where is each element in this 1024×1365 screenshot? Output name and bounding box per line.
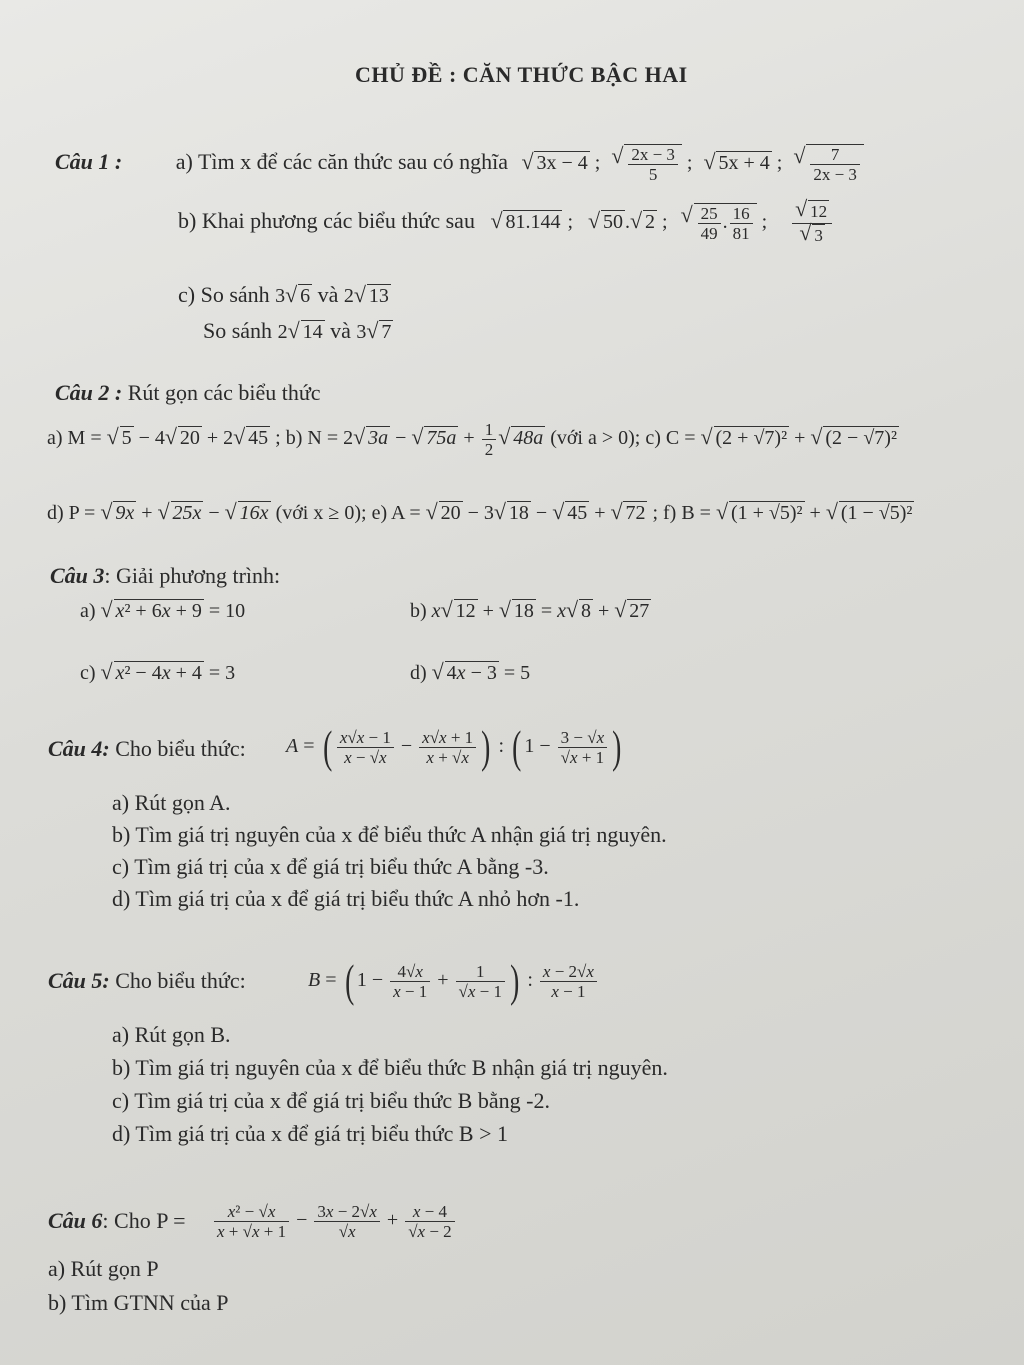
question-4-expression: A = ( $\frac{x√x - 1}{x - √x}$ − $\frac{x√x + 1}{x + √x}$ ) : ( 1 − $\frac{3 - √x}{√x + 1}$ )	[286, 721, 622, 773]
page-title: CHỦ ĐỀ : CĂN THỨC BẬC HAI	[355, 62, 688, 87]
question-1-c2-text: So sánh	[203, 318, 273, 343]
question-5-b: b) Tìm giá trị nguyên của x để biểu thức B nhận giá trị nguyên.	[112, 1055, 668, 1080]
question-3-b: b) x√ 12 + √ 18 = x√ 8 + √ 27	[410, 598, 651, 624]
question-5-c: c) Tìm giá trị của x để giá trị biểu thức B bằng -2.	[112, 1088, 550, 1113]
question-3-d: d) √ 4x − 3 = 5	[410, 660, 530, 686]
question-1-label: Câu 1 :	[55, 149, 123, 175]
question-5-label: Câu 5:	[48, 968, 110, 993]
question-4-b: b) Tìm giá trị nguyên của x để biểu thức A nhận giá trị nguyên.	[112, 822, 667, 847]
question-1-c1: c) So sánh 3√ 6 và 2√ 13	[178, 282, 391, 309]
question-5-text: Cho biểu thức:	[115, 968, 246, 993]
question-1-b-text: b) Khai phương các biểu thức sau	[178, 208, 475, 234]
question-4-text: Cho biểu thức:	[115, 736, 246, 761]
question-6-heading	[48, 1208, 186, 1234]
question-3-label: Câu 3	[50, 563, 105, 588]
question-2-condition-x: (với x ≥ 0);	[275, 502, 367, 524]
question-6-b: b) Tìm GTNN của P	[48, 1290, 229, 1315]
question-4-label: Câu 4:	[48, 736, 110, 761]
question-1-c1-text: c) So sánh	[178, 282, 270, 307]
question-1-b-math: √ 81.144 ; √ 50 .√ 2 ; √ $\frac{25}{49}$ . $\frac{16}{81}$ ; √ 12 √ 3	[490, 211, 834, 233]
question-1-b	[178, 200, 834, 247]
question-5-expression: B = ( 1 − $\frac{4√x}{x - 1}$ + $\frac{1}{√x - 1}$ ) : $\frac{x - 2√x}{x - 1}$	[308, 950, 599, 1010]
question-6-a: a) Rút gọn P	[48, 1256, 159, 1281]
question-6-label: Câu 6	[48, 1208, 103, 1233]
question-2-heading	[55, 380, 321, 406]
question-1-c2-and: và	[330, 318, 351, 343]
question-4-c: c) Tìm giá trị của x để giá trị biểu thức A bằng -3.	[112, 854, 549, 879]
question-5-heading	[48, 968, 246, 994]
question-2-text: Rút gọn các biểu thức	[127, 380, 321, 405]
question-3-text: : Giải phương trình:	[104, 563, 281, 588]
question-2-label: Câu 2 :	[55, 380, 123, 405]
question-2-condition-a: (với a > 0);	[550, 427, 641, 450]
question-3-a: a) √ x² + 6x + 9 = 10	[80, 598, 245, 624]
question-2-row-2: d) P = √ 9x + √ 25x − √ 16x (với x ≥ 0); e) A = √ 20 − 3√ 18 − √ 45 + √ 72 ; f) B = √ (1 + √5)² + √ (1 − √5)²	[47, 500, 914, 526]
question-3-c: c) √ x² − 4x + 4 = 3	[80, 660, 235, 686]
question-6-expression: $\frac{\text{x² − √x}}{x + √x + 1}$ − $\frac{3x - 2√x}{√x}$ + $\frac{x - 4}{√x - 2}$	[212, 1190, 457, 1250]
question-1-c1-and: và	[317, 282, 339, 307]
question-4-a: a) Rút gọn A.	[112, 790, 231, 815]
question-4-heading	[48, 736, 246, 762]
question-6-text: : Cho P =	[102, 1208, 186, 1233]
question-5-d: d) Tìm giá trị của x để giá trị biểu thức B > 1	[112, 1121, 508, 1146]
question-2-row-1: a) M = √ 5 − 4√ 20 + 2√ 45 ; b) N = 2√ 3a − √ 75a + $\frac{1}{2}$ √ 48a (với a > 0); c) C = √ (2 + √7)² + √ (2 − √7)²	[47, 420, 899, 459]
question-1-a-math: √ 3x − 4 ; √ $\frac{2x - 3}{5}$ ; √ 5x + 4 ; √ $\frac{7}{2x - 3}$	[521, 152, 863, 174]
question-3-heading	[50, 563, 280, 589]
question-1-c2: So sánh 2√ 14 và 3√ 7	[203, 318, 393, 345]
question-4-d: d) Tìm giá trị của x để giá trị biểu thức A nhỏ hơn -1.	[112, 886, 580, 911]
question-1-a-text: a) Tìm x để các căn thức sau có nghĩa	[175, 149, 508, 175]
question-5-a: a) Rút gọn B.	[112, 1022, 231, 1047]
question-1-a	[55, 144, 864, 184]
